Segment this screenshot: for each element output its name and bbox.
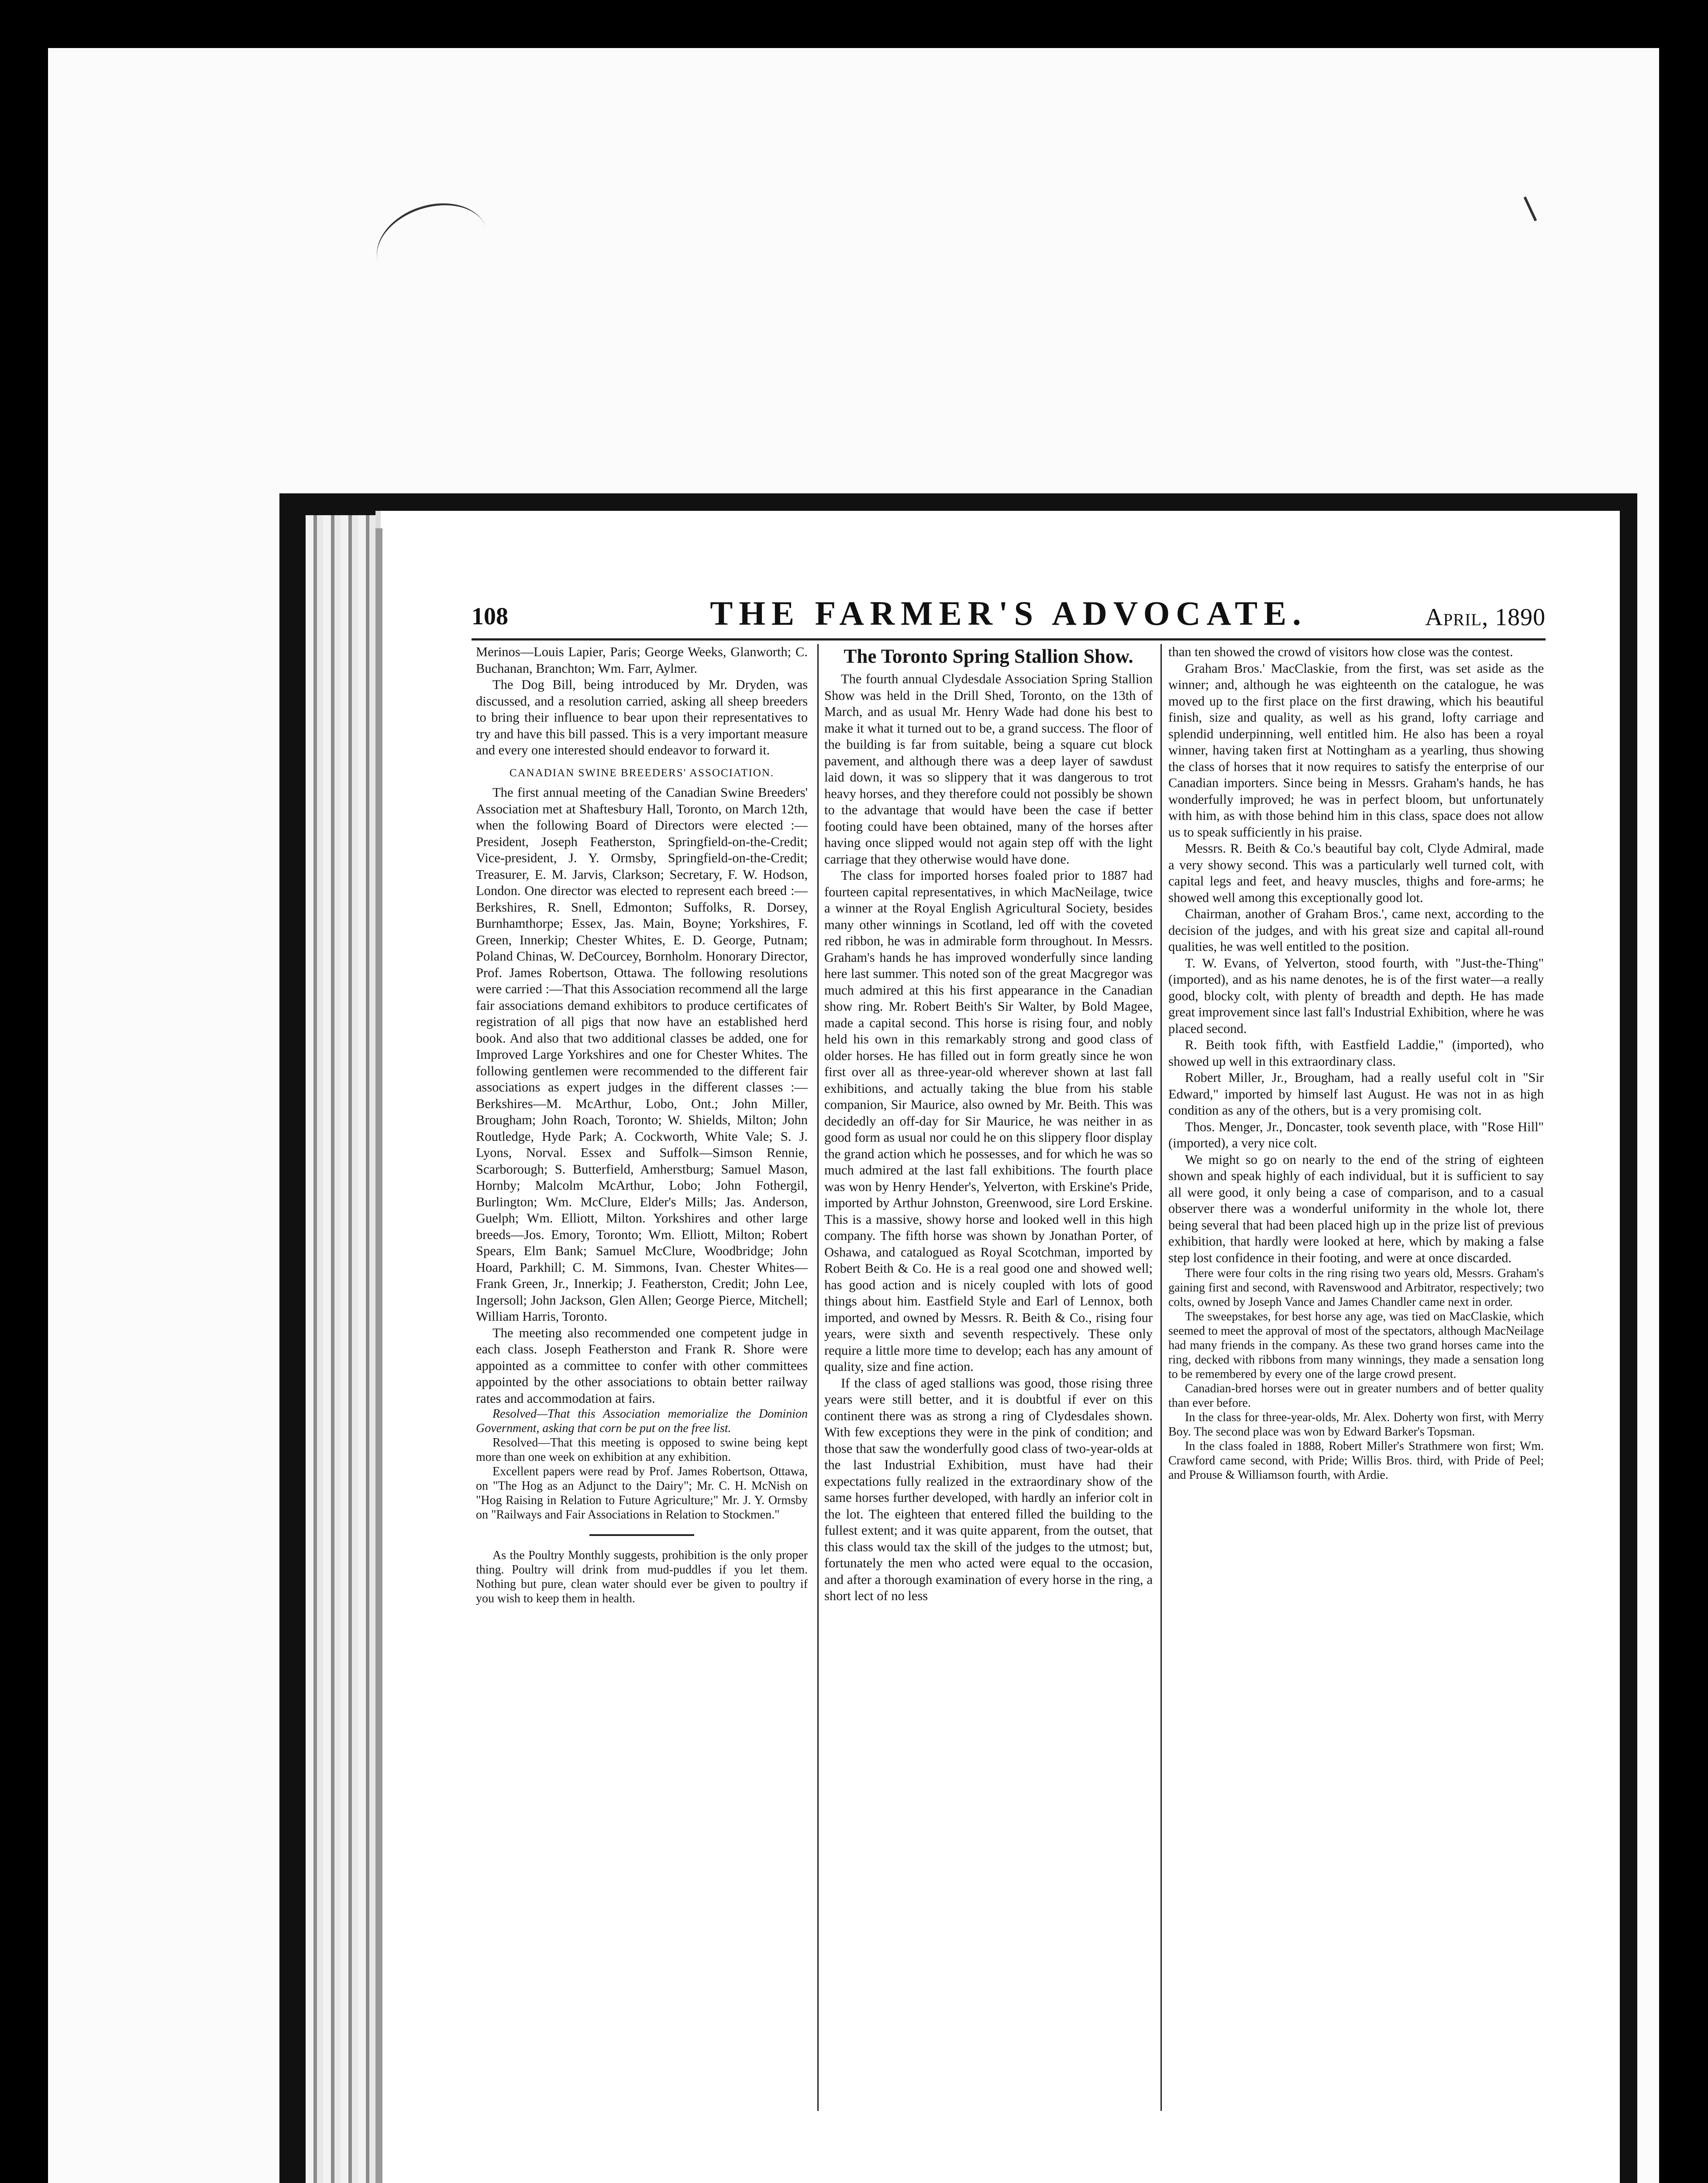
col3-paragraph: Chairman, another of Graham Bros.', came next, according to the decision of the judges, and with his great size and capital all-round qualities, he was well entitled to the position. bbox=[1168, 906, 1544, 954]
col1-paragraph: As the Poultry Monthly suggests, prohibition is the only proper thing. Poultry will drink from mud-puddles if you let them. Nothing but pure, clean water should ever be given to poultry if you wish to keep them in health. bbox=[476, 1549, 808, 1605]
page-gutter-edge bbox=[375, 528, 382, 2183]
col1-paragraph: Merinos—Louis Lapier, Paris; George Weeks, Glanworth; C. Buchanan, Branchton; Wm. Farr, Aylmer. bbox=[476, 644, 808, 676]
issue-date: April, 1890 bbox=[1425, 604, 1546, 631]
page-number: 108 bbox=[472, 603, 508, 630]
col2-paragraph: If the class of aged stallions was good, those rising three years were still better, and it is doubtful if ever on this continent there was as strong a ring of Clydesdales shown. With few exceptions they were in the pink of condition; and those that saw the wonderfully good class of two-year-olds at the last Industrial Exhibition, must have had their expectations fully realized in the extraordinary show of the same horses further developed, with hardly an inferior colt in the lot. The eighteen that entered filled the building to the fullest extent; and it was quite apparent, from the outset, that this class would tax the skill of the judges to the utmost; but, fortunately the men who acted were equal to the occasion, and after a thorough examination of every horse in the ring, a short lect of no less bbox=[824, 1375, 1153, 1603]
col2-paragraph: The fourth annual Clydesdale Association Spring Stallion Show was held in the Drill Shed, Toronto, on the 13th of March, and as usual Mr. Henry Wade had done his best to make it what it turned out to be, a grand success. The floor of the building is far from suitable, being a square cut block pavement, and although there was a deep layer of sawdust laid down, it was so slippery that it was dangerous to trot heavy horses, and they therefore could not possibly be shown to the advantage that would have been the case if better footing could have been obtained, many of the horses after having once slipped would not again step off with the light carriage that they otherwise would have done. bbox=[824, 671, 1153, 867]
page-edge-stack bbox=[306, 515, 384, 2183]
page-header bbox=[472, 594, 1546, 637]
col1-resolution: Resolved—That this meeting is opposed to swine being kept more than one week on exhibition at any exhibition. bbox=[476, 1436, 808, 1464]
col3-paragraph: Robert Miller, Jr., Brougham, had a really useful colt in "Sir Edward," imported by himself last August. He was not in as high condition as any of the others, but is a very promising colt. bbox=[1168, 1070, 1544, 1118]
column-rule-1 bbox=[817, 644, 819, 2111]
col3-paragraph: Messrs. R. Beith & Co.'s beautiful bay colt, Clyde Admiral, made a very showy second. This was a particularly well turned colt, with capital legs and feet, and heavy muscles, thighs and fore-arms; he showed well among this exceptionally good lot. bbox=[1168, 841, 1544, 905]
column-rule-2 bbox=[1160, 644, 1162, 2111]
col1-resolution: Resolved—That this Association memorialize the Dominion Government, asking that corn be put on the free list. bbox=[476, 1407, 808, 1435]
col3-paragraph: We might so go on nearly to the end of the string of eighteen shown and speak highly of each individual, but it is sufficient to say all were good, it only being a case of comparison, and to a casual observer there was a wonderful uniformity in the whole lot, there being several that had been placed high up in the prize list of previous exhibition, that hardly were looked at here, which by making a false step lost confidence in their footing, and were at once discarded. bbox=[1168, 1152, 1544, 1265]
col1-paragraph: The first annual meeting of the Canadian Swine Breeders' Association met at Shaftesbury Hall, Toronto, on March 12th, when the following Board of Directors were elected :—President, Joseph Featherston, Springfield-on-the-Credit; Vice-president, J. Y. Ormsby, Springfield-on-the-Credit; Treasurer, E. M. Jarvis, Clarkson; Secretary, F. W. Hodson, London. One director was elected to represent each breed :—Berkshires, R. Snell, Edmonton; Suffolks, R. Dorsey, Burnhamthorpe; Essex, Jas. Main, Boyne; Yorkshires, F. Green, Innerkip; Chester Whites, E. D. George, Putnam; Poland Chinas, W. DeCourcey, Bornholm. Honorary Director, Prof. James Robertson, Ottawa. The following resolutions were carried :—That this Association recommend all the large fair associations demand exhibitors to produce certificates of registration of all pigs that now have an established herd book. And also that two additional classes be added, one for Improved Large Yorkshires and one for Chester Whites. The following gentlemen were recommended to the different fair associations as expert judges in the different classes :—Berkshires—M. McArthur, Lobo, Ont.; John Miller, Brougham; John Roach, Toronto; W. Shields, Milton; John Routledge, Hyde Park; A. Cockworth, White Vale; S. J. Lyons, Norval. Essex and Suffolk—Simson Rennie, Scarborough; S. Butterfield, Amherstburg; Samuel Mason, Hornby; Malcolm McArthur, Lobo; John Fothergil, Burlington; Wm. McClure, Elder's Mills; Jas. Anderson, Guelph; Wm. Elliott, Milton. Yorkshires and other large breeds—Jos. Emory, Toronto; Wm. Elliott, Milton; Robert Spears, Elm Bank; Samuel McClure, Woodbridge; John Hoard, Parkhill; C. M. Simmons, Ivan. Chester Whites—Frank Green, Jr., Innerkip; J. Featherston, Credit; John Lee, Ingersoll; John Jackson, Glen Allen; George Pierce, Mitchell; William Harris, Toronto. bbox=[476, 785, 808, 1324]
section-divider bbox=[589, 1534, 694, 1536]
col3-paragraph: In the class for three-year-olds, Mr. Alex. Doherty won first, with Merry Boy. The second place was won by Edward Barker's Topsman. bbox=[1168, 1411, 1544, 1439]
col3-paragraph: There were four colts in the ring rising two years old, Messrs. Graham's gaining first and second, with Ravenswood and Arbitrator, respectively; two colts, owned by Joseph Vance and James Chandler came next in order. bbox=[1168, 1267, 1544, 1309]
column-2 bbox=[824, 644, 1153, 2111]
col2-paragraph: The class for imported horses foaled prior to 1887 had fourteen capital representatives, in which MacNeilage, twice a winner at the Royal English Agricultural Society, besides many other winnings in Scotland, led off with the coveted red ribbon, he was in admirable form throughout. In Messrs. Graham's hands he has improved wonderfully since landing here last summer. This noted son of the great Macgregor was much admired at this his first appearance in the Canadian show ring. Mr. Robert Beith's Sir Walter, by Bold Magee, made a capital second. This horse is rising four, and nobly held his own in this remarkably strong and good class of older horses. He has filled out in form greatly since he won first over all as three-year-old wherever shown at last fall exhibitions, and actually taking the blue from his stable companion, Sir Maurice, also owned by Mr. Beith. This was decidedly an off-day for Sir Maurice, he was neither in as good form as usual nor could he on this slippery floor display the grand action which he possesses, and for which he was so much admired at the last fall exhibitions. The fourth place was won by Henry Hender's, Yelverton, with Erskine's Pride, imported by Arthur Johnston, Greenwood, sire Lord Erskine. This is a massive, showy horse and looked well in this high company. The fifth horse was shown by Jonathan Porter, of Oshawa, and catalogued as Royal Scotchman, imported by Robert Beith & Co. He is a real good one and showed well; has good action and is nicely coupled with lots of good things about him. Eastfield Style and Earl of Lennox, both imported, and owned by Messrs. R. Beith & Co., rising four years, were sixth and seventh respectively. These only require a little more time to develop; each has any amount of quality, size and fine action. bbox=[824, 868, 1153, 1374]
column-3 bbox=[1168, 644, 1544, 2111]
col3-paragraph: The sweepstakes, for best horse any age, was tied on MacClaskie, which seemed to meet the approval of most of the spectators, although MacNeilage had many friends in the company. As these two grand horses came into the ring, decked with ribbons from many winnings, they made a sensation long to be remembered by every one of the large crowd present. bbox=[1168, 1310, 1544, 1381]
col3-paragraph: Graham Bros.' MacClaskie, from the first, was set aside as the winner; and, although he was eighteenth on the catalogue, he was moved up to the first place on the first drawing, which his beautiful finish, size and quality, as well as his grand, lofty carriage and splendid underpinning, well entitled him. He also has been a royal winner, having taken first at Nottingham as a yearling, thus showing the class of horses that it now requires to satisfy the enterprise of our Canadian importers. Since being in Messrs. Graham's hands, he has wonderfully improved; he was in perfect bloom, but unfortunately with him, as with those behind him in this class, space does not allow us to speak sufficiently in his praise. bbox=[1168, 661, 1544, 840]
col1-paragraph: The Dog Bill, being introduced by Mr. Dryden, was discussed, and a resolution carried, asking all sheep breeders to bring their influence to bear upon their representatives to try and have this bill passed. This is a very important measure and every one interested should endeavor to forward it. bbox=[476, 677, 808, 758]
masthead-title: THE FARMER'S ADVOCATE. bbox=[710, 594, 1307, 632]
section-subhead: CANADIAN SWINE BREEDERS' ASSOCIATION. bbox=[509, 767, 775, 779]
col3-paragraph: In the class foaled in 1888, Robert Miller's Strathmere won first; Wm. Crawford came second, with Pride; Willis Bros. third, with Pride of Peel; and Prouse & Williamson fourth, with Ardie. bbox=[1168, 1439, 1544, 1482]
col3-paragraph: than ten showed the crowd of visitors how close was the contest. bbox=[1168, 644, 1513, 659]
col1-paragraph: Excellent papers were read by Prof. James Robertson, Ottawa, on "The Hog as an Adjunct to the Dairy"; Mr. C. H. McNish on "Hog Raising in Relation to Future Agriculture;" Mr. J. Y. Ormsby on "Railways and Fair Associations in Relation to Stockmen." bbox=[476, 1465, 808, 1522]
col3-paragraph: Thos. Menger, Jr., Doncaster, took seventh place, with "Rose Hill" (imported), a very nice colt. bbox=[1168, 1119, 1544, 1150]
header-rule bbox=[472, 638, 1546, 640]
col3-paragraph: Canadian-bred horses were out in greater numbers and of better quality than ever before. bbox=[1168, 1382, 1544, 1410]
article-heading: The Toronto Spring Stallion Show. bbox=[844, 645, 1133, 667]
col3-paragraph: T. W. Evans, of Yelverton, stood fourth, with "Just-the-Thing" (imported), and as his name denotes, he is of the first water—a really good, blocky colt, with plenty of breadth and depth. He has made great improvement since last fall's Industrial Exhibition, where he was placed second. bbox=[1168, 955, 1544, 1036]
col1-paragraph: The meeting also recommended one competent judge in each class. Joseph Featherston and Frank R. Shore were appointed as a committee to confer with other committees appointed by the other associations to obtain better railway rates and accommodation at fairs. bbox=[476, 1325, 808, 1406]
column-1 bbox=[476, 644, 808, 2111]
col3-paragraph: R. Beith took fifth, with Eastfield Laddie," (imported), who showed up well in this extraordinary class. bbox=[1168, 1037, 1544, 1069]
